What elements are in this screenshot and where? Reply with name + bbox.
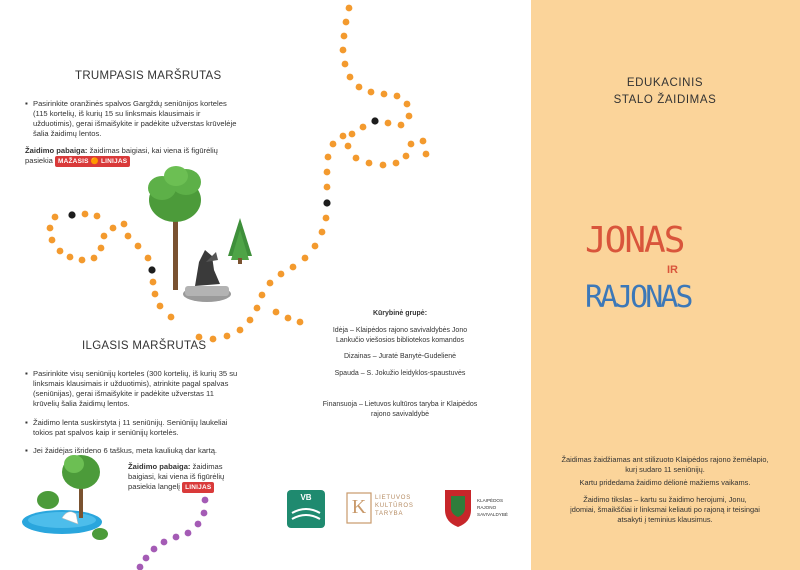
credits-idea: Idėja – Klaipėdos rajono savivaldybės Jono Lankučio viešosios bibliotekos komandos	[332, 327, 468, 344]
lkt-line-3: TARYBA	[375, 511, 404, 517]
vb-logo-text: VB	[300, 493, 312, 502]
cover-paragraph-1: Žaidimas žaidžiamas ant stilizuoto Klaipėdos rajono žemėlapio, kurį sudaro 11 seniūnijų.	[561, 455, 769, 474]
credits-print: Spauda – S. Jokužio leidyklos-spaustuvės	[334, 370, 466, 377]
credits-heading: Kūrybinė grupė:	[372, 310, 428, 317]
krs-line-1: KLAIPĖDOS	[477, 498, 504, 503]
krs-line-3: SAVIVALDYBĖ	[477, 512, 508, 517]
cover-title-line-2: STALO ŽAIDIMAS	[613, 94, 717, 106]
short-route-end-text: žaidimas baigiasi, kai viena iš figūrėlių pasiekia	[25, 146, 218, 165]
cover-paragraph-2: Kartu pridedama žaidimo dėlionė mažiems vaikams.	[579, 478, 751, 487]
krs-logo-text	[477, 497, 508, 518]
krs-coat-of-arms	[445, 490, 471, 527]
cover-title-line-1: EDUKACINIS	[626, 77, 704, 89]
game-logo	[585, 220, 705, 330]
long-route-end-tag: LINIJAS	[182, 482, 214, 493]
long-route-rule-1: ▪ Pasirinkite visų seniūnijų korteles (300 kortelių, iš kurių 35 su linksmais klausimais ir užduotimis), atrinkite pagal spalvas (seniūnijas), gerai išmaišykite ir padėkite užverstas 11 krūvelių šalia žaidimų lentos.	[25, 369, 241, 409]
game-logo-word-3: RAJONAS	[585, 280, 691, 315]
orange-dotted-route	[47, 5, 430, 343]
game-logo-word-2: IR	[667, 264, 678, 276]
lkt-logo-letter: K	[351, 496, 367, 518]
lkt-logo-text	[375, 494, 414, 518]
long-route-rule-2: ▪ Žaidimo lenta suskirstyta į 11 seniūnijų. Seniūnijų laukeliai tokios pat spalvos kaip ir seniūnijų kortelės.	[25, 418, 241, 438]
purple-dotted-route	[137, 497, 209, 570]
short-route-end-tag: MAŽASIS 🟠 LINIJAS	[55, 156, 130, 167]
credits-design: Dizainas – Juratė Banytė-Gudelienė	[343, 353, 457, 360]
short-route-heading: TRUMPASIS MARŠRUTAS	[75, 70, 222, 82]
short-route-end	[25, 146, 241, 167]
short-route-end-label: Žaidimo pabaiga:	[25, 146, 88, 155]
credits-funding: Finansuoja – Lietuvos kultūros taryba ir Klaipėdos rajono savivaldybė	[322, 401, 478, 418]
long-route-heading: ILGASIS MARŠRUTAS	[82, 340, 207, 352]
long-route-rule-3: ▪ Jei žaidėjas išrideno 6 taškus, meta kauliuką dar kartą.	[25, 446, 241, 456]
lake-illustration	[22, 455, 108, 540]
krs-line-2: RAJONO	[477, 505, 497, 510]
long-route-end-text: žaidimas baigiasi, kai viena iš figūrėlių pasiekia langelį	[128, 462, 225, 491]
sculpture-illustration	[183, 250, 231, 302]
game-logo-word-1: JONAS	[585, 220, 684, 261]
lkt-line-1: LIETUVOS	[375, 495, 412, 501]
cover-paragraph-3: Žaidimo tikslas – kartu su žaidimo herojumi, Jonu, įdomiai, šmaikščiai ir linksmai keliauti po rajoną ir teisingai atsakyti į teminius klausimus.	[570, 495, 760, 524]
lkt-line-2: KULTŪROS	[375, 503, 414, 509]
long-route-end-label: Žaidimo pabaiga:	[128, 462, 191, 471]
long-route-end	[128, 462, 241, 493]
short-route-rule: ▪ Pasirinkite oranžinės spalvos Gargždų seniūnijos korteles (115 kortelių, iš kurių 15 su linksmais klausimais ir užduotimis), gerai išmaišykite ir padėkite užverstas krūvelėje šalia žaidimų lentos.	[25, 99, 241, 139]
